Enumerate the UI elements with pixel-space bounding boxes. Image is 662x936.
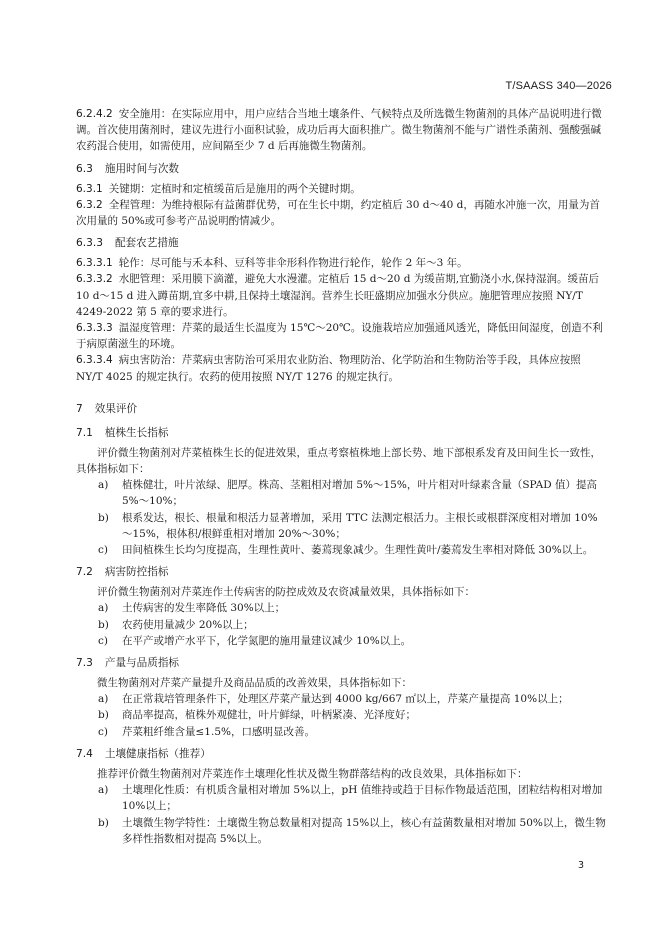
list-text: 土壤理化性质：有机质含量相对增加 5%以上，pH 值维持或趋于目标作物最适范围，团粒结构相对增加 10%以上； [122, 784, 603, 813]
clause-text: 轮作：尽可能与禾本科、豆科等非伞形科作物进行轮作，轮作 2 年～3 年。 [118, 257, 468, 270]
section-intro: 推荐评价微生物菌剂对芹菜连作土壤理化性状及微生物群落结构的改良效果，具体指标如下： [97, 767, 528, 780]
page-content [76, 106, 606, 847]
heading-title: 施用时间与次数 [104, 162, 180, 175]
document-code: T/SAASS 340—2026 [505, 80, 612, 92]
heading-number: 7.2 [76, 566, 93, 579]
list-label: b) [98, 709, 109, 722]
clause-6-3-3-1 [76, 255, 606, 271]
clause-text: 关键期：定植时和定植缓苗后是施用的两个关键时期。 [108, 182, 361, 195]
heading-7-3 [76, 655, 606, 671]
list-item [76, 477, 606, 509]
heading-number: 7 [76, 402, 83, 415]
heading-title: 土壤健康指标（推荐） [104, 747, 211, 760]
clause-number: 6.3.3.2 [76, 273, 113, 286]
list-label: a) [98, 693, 109, 706]
list-item [76, 782, 606, 814]
clause-6-3-3-2 [76, 271, 606, 320]
list-label: a) [98, 602, 109, 615]
heading-6-3 [76, 161, 606, 177]
clause-6-2-4-2 [76, 106, 606, 155]
heading-7 [76, 401, 606, 417]
heading-7-4 [76, 746, 606, 762]
list-item [76, 724, 606, 740]
clause-6-3-3-4 [76, 352, 606, 384]
clause-text: 全程管理：为维持根际有益菌群优势，可在生长中期，约定植后 30 d～40 d，再随水冲施一次，用量为首次用量的 50%或可参考产品说明酌情减少。 [76, 198, 600, 228]
list-text: 田间植株生长均匀度提高，生理性黄叶、萎蔫现象减少。生理性黄叶/萎蔫发生率相对降低 30%以上。 [122, 544, 594, 557]
list-item [76, 542, 606, 558]
heading-number: 7.4 [76, 747, 93, 760]
list-text: 根系发达，根长、根量和根活力显著增加，采用 TTC 法测定根活力。主根长或根群深度相对增加 10%～15%，根体积/根鲜重相对增加 20%～30%； [122, 511, 598, 540]
heading-title: 效果评价 [94, 402, 138, 415]
clause-number: 6.3.3.4 [76, 354, 113, 367]
list-item [76, 600, 606, 616]
list-item [76, 691, 606, 707]
heading-title: 植株生长指标 [104, 426, 169, 439]
section-intro: 微生物菌剂对芹菜产量提升及商品品质的改善效果，具体指标如下： [97, 677, 412, 690]
list-item [76, 617, 606, 633]
list-item [76, 633, 606, 649]
heading-title: 产量与品质指标 [104, 657, 180, 670]
clause-text: 安全施用：在实际应用中，用户应结合当地土壤条件、气候特点及所选微生物菌剂的具体产品说明进行微调。首次使用菌剂时，建议先进行小面积试验，成功后再大面积推广。微生物菌剂不能与广谱性杀菌剂、强酸强碱农药混合使用，如需使用，应间隔至少 7 d 后再施微生物菌剂。 [76, 108, 602, 153]
list-item [76, 815, 606, 847]
clause-number: 6.2.4.2 [76, 108, 113, 120]
heading-number: 6.3.3 [76, 237, 103, 250]
heading-title: 病害防控指标 [104, 566, 169, 579]
heading-number: 6.3 [76, 162, 93, 175]
clause-number: 6.3.1 [76, 182, 103, 195]
heading-number: 7.1 [76, 426, 93, 439]
list-item [76, 510, 606, 542]
list-text: 农药使用量减少 20%以上； [122, 618, 254, 631]
list-text: 在正常栽培管理条件下，处理区芹菜产量达到 4000 kg/667 ㎡以上，芹菜产量提高 10%以上； [122, 693, 569, 706]
list-label: b) [98, 816, 109, 829]
list-text: 在平产或增产水平下，化学氮肥的施用量建议减少 10%以上。 [122, 634, 412, 647]
heading-7-1 [76, 425, 606, 441]
clause-6-3-1 [76, 181, 606, 197]
list-text: 植株健壮，叶片浓绿、肥厚。株高、茎粗相对增加 5%～15%，叶片相对叶绿素含量（SPAD 值）提高 5%～10%； [122, 479, 597, 508]
clause-text: 温湿度管理：芹菜的最适生长温度为 15℃～20℃。设施栽培应加强通风透光，降低田间湿度，创造不利于病原菌滋生的环境。 [76, 322, 603, 351]
clause-number: 6.3.3.1 [76, 257, 113, 270]
list-text: 芹菜粗纤维含量≤1.5%，口感明显改善。 [122, 725, 315, 738]
section-intro: 评价微生物菌剂对芹菜连作土传病害的防控成效及农资减量效果，具体指标如下： [97, 586, 475, 599]
list-label: a) [98, 784, 109, 797]
heading-7-2 [76, 564, 606, 580]
heading-6-3-3 [76, 235, 606, 251]
section-intro: 评价微生物菌剂对芹菜植株生长的促进效果，重点考察植株地上部长势、地下部根系发育及田间生长一致性，具体指标如下： [76, 446, 601, 476]
list-label: b) [98, 618, 109, 631]
list-text: 商品率提高，植株外观健壮，叶片鲜绿，叶柄紧凑、光泽度好； [122, 709, 416, 722]
list-text: 土传病害的发生率降低 30%以上； [122, 602, 286, 615]
clause-text: 病虫害防治：芹菜病虫害防治可采用农业防治、物理防治、化学防治和生物防治等手段，具体应按照 NY/T 4025 的规定执行。农药的使用按照 NY/T 1276 的规定执行。 [76, 354, 581, 383]
list-label: c) [98, 725, 108, 738]
heading-title: 配套农艺措施 [114, 237, 179, 250]
clause-6-3-3-3 [76, 320, 606, 352]
list-label: b) [98, 511, 109, 524]
list-label: c) [98, 634, 108, 647]
clause-6-3-2 [76, 197, 606, 229]
list-item [76, 707, 606, 723]
clause-text: 水肥管理：采用膜下滴灌，避免大水漫灌。定植后 15 d～20 d 为缓苗期,宜勤浇小水,保持湿润。缓苗后 10 d～15 d 进入蹲苗期,宜多中耕,且保持土壤湿润。营养生长旺盛期应加强水分供应。施肥管理应按照 NY/T 4249-2022 第 5 章的要求进行。 [76, 273, 599, 318]
page-number: 3 [577, 860, 584, 871]
list-label: a) [98, 479, 109, 492]
list-text: 土壤微生物学特性：土壤微生物总数量相对提高 15%以上，核心有益菌数量相对增加 50%以上，微生物多样性指数相对提高 5%以上。 [122, 816, 606, 845]
heading-number: 7.3 [76, 657, 93, 670]
list-label: c) [98, 544, 108, 557]
clause-number: 6.3.3.3 [76, 322, 113, 335]
clause-number: 6.3.2 [76, 198, 103, 211]
